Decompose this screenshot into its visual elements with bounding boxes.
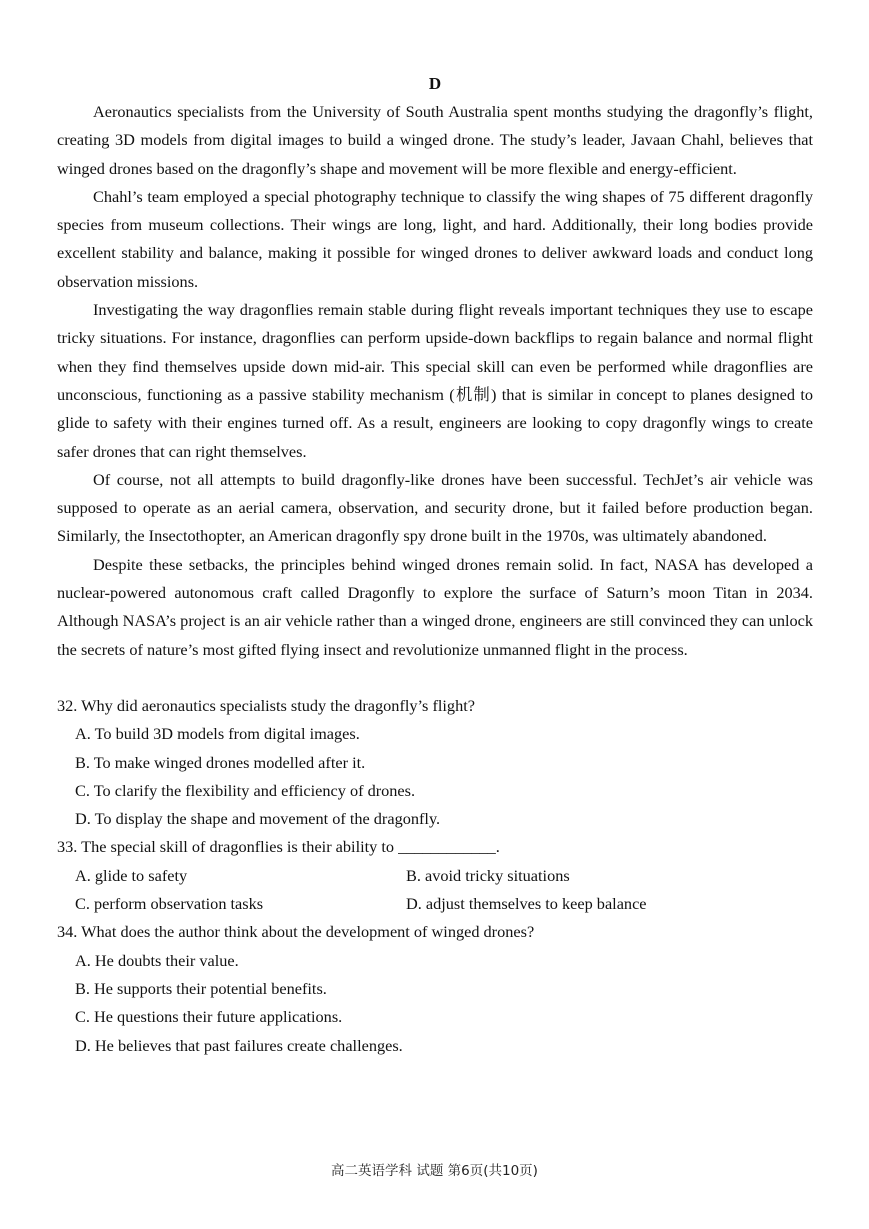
passage-paragraph-4: Of course, not all attempts to build dragonfly-like drones have been successful. TechJet’s air vehicle was supposed to operate as an aerial camera, observation, and security drone, but it failed before production began. Similarly, the Insectothopter, an American dragonfly spy drone built in the 1970s, was ultimately abandoned. (57, 469, 813, 546)
question-32 (57, 692, 813, 833)
answer-option-c: C. He questions their future applications. (75, 1007, 343, 1027)
answer-option-d: D. He believes that past failures create challenges. (75, 1035, 403, 1055)
answer-option-a: A. He doubts their value. (75, 950, 239, 970)
answer-option-c: C. perform observation tasks (75, 894, 264, 914)
answer-option-d: D. To display the shape and movement of the dragonfly. (75, 809, 441, 829)
passage-label: D (428, 74, 442, 93)
question-stem: 34. What does the author think about the development of winged drones? (57, 922, 535, 942)
question-stem: 33. The special skill of dragonflies is their ability to ____________. (57, 837, 500, 857)
answer-option-b: B. avoid tricky situations (406, 865, 570, 885)
answer-option-c: C. To clarify the flexibility and efficiency of drones. (75, 780, 416, 800)
question-33 (57, 833, 813, 918)
passage-paragraph-5: Despite these setbacks, the principles behind winged drones remain solid. In fact, NASA has developed a nuclear-powered autonomous craft called Dragonfly to explore the surface of Saturn’s moon Titan in 2034. Although NASA’s project is an air vehicle rather than a winged drone, engineers are still convinced they can unlock the secrets of nature’s most gifted flying insect and revolutionize unmanned flight in the process. (57, 554, 813, 659)
answer-option-d: D. adjust themselves to keep balance (406, 894, 647, 914)
question-34 (57, 918, 813, 1059)
passage-paragraph-1: Aeronautics specialists from the University of South Australia spent months studying the dragonfly’s flight, creating 3D models from digital images to build a winged drone. The study’s leader, Javaan Chahl, believes that winged drones based on the dragonfly’s shape and movement will be more flexible and energy-efficient. (57, 102, 813, 178)
answer-option-b: B. To make winged drones modelled after it. (75, 752, 366, 772)
passage-paragraph-3: Investigating the way dragonflies remain stable during flight reveals important techniques they use to escape tricky situations. For instance, dragonflies can perform upside-down backflips to regain balance and normal flight when they find themselves upside down mid-air. This special skill can even be performed while dragonflies are unconscious, functioning as a passive stability mechanism (机制) that is similar in concept to planes designed to glide to safety with their engines turned off. As a result, engineers are looking to copy dragonfly wings to create safer drones that can right themselves. (57, 300, 813, 461)
question-stem: 32. Why did aeronautics specialists study the dragonfly’s flight? (57, 695, 475, 715)
passage-paragraph-2: Chahl’s team employed a special photography technique to classify the wing shapes of 75 different dragonfly species from museum collections. Their wings are long, light, and hard. Additionally, their long bodies provide excellent stability and balance, making it possible for winged drones to deliver awkward loads and conduct long observation missions. (57, 186, 813, 291)
exam-page (57, 70, 813, 1060)
page-footer: 高二英语学科 试题 第6页(共10页) (331, 1163, 538, 1179)
answer-option-b: B. He supports their potential benefits. (75, 978, 327, 998)
question-list (57, 692, 813, 1060)
answer-option-a: A. glide to safety (75, 865, 188, 885)
answer-option-a: A. To build 3D models from digital images. (75, 724, 360, 744)
answer-option-row (57, 862, 813, 890)
answer-option-row (57, 890, 813, 918)
